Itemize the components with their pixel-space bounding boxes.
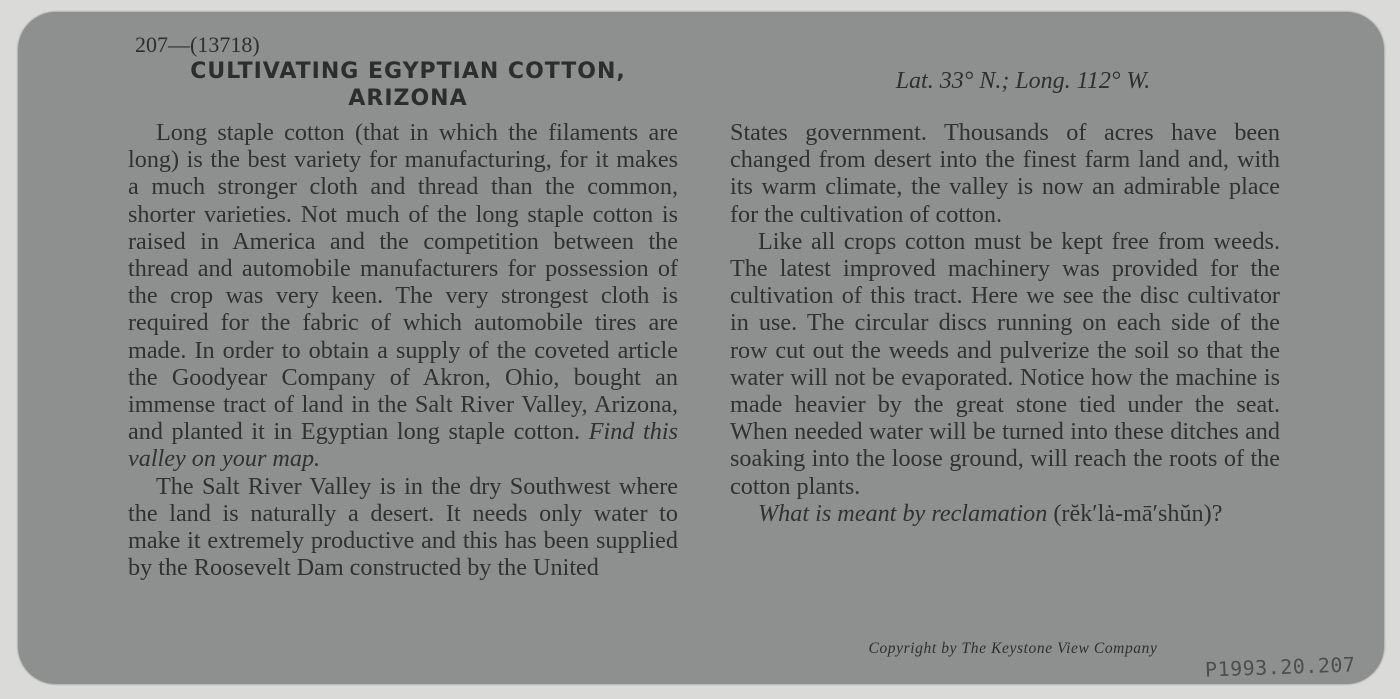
title-line-1: CULTIVATING EGYPTIAN COTTON,	[190, 59, 626, 84]
right-paragraph-1	[730, 119, 1280, 228]
right-paragraph-2	[730, 228, 1280, 500]
stereocard-back	[18, 12, 1384, 684]
card-number: 207—(13718)	[135, 32, 260, 57]
right-p2-text: Like all crops cotton must be kept free from weeds. The latest improved machinery was provided for the cultivation of this tract. Here we see the disc cultivator in use. The circular discs running on each side of the row cut out the weeds and pulverize the soil so that the water will not be evaporated. Notice how the machine is made heavier by the great stone tied under the seat. When needed water will be turned into these ditches and soaking into the loose ground, will reach the roots of the cotton plants.	[730, 227, 1280, 500]
left-p2-text: The Salt River Valley is in the dry Southwest where the land is naturally a desert. It needs only water to make it extremely productive and this has been supplied by the Roosevelt Dam constructed by the United	[128, 472, 678, 582]
right-p1-text: States government. Thousands of acres have been changed from desert into the finest farm land and, with its warm climate, the valley is now an admirable place for the cultivation of cotton.	[730, 119, 1280, 228]
left-column	[128, 119, 678, 581]
left-paragraph-2	[128, 473, 678, 582]
left-paragraph-1	[128, 119, 678, 473]
copyright-line: Copyright by The Keystone View Company	[868, 640, 1158, 657]
right-paragraph-3	[730, 500, 1280, 527]
right-p3-italic: What is meant by reclamation	[758, 499, 1048, 527]
left-p1-italic: Find this valley on your map.	[128, 418, 678, 473]
title-line-2: ARIZONA	[348, 86, 468, 111]
right-column	[730, 119, 1280, 527]
right-p3-text: (rĕk′lȧ-mā′shŭn)?	[1053, 499, 1223, 527]
left-p1-text: Long staple cotton (that in which the filaments are long) is the best variety for manufacturing, for it makes a much stronger cloth and thread than the common, shorter varieties. Not much of the long staple cotton is raised in America and the competition between the thread and automobile manufacturers for possession of the crop was very keen. The very strongest cloth is required for the fabric of which automobile tires are made. In order to obtain a supply of the coveted article the Goodyear Company of Akron, Ohio, bought an immense tract of land in the Salt River Valley, Arizona, and planted it in Egyptian long staple cotton.	[128, 119, 678, 446]
accession-number: P1993.20.207	[1204, 652, 1356, 682]
card-title	[118, 58, 698, 112]
lat-long: Lat. 33° N.; Long. 112° W.	[895, 68, 1151, 94]
